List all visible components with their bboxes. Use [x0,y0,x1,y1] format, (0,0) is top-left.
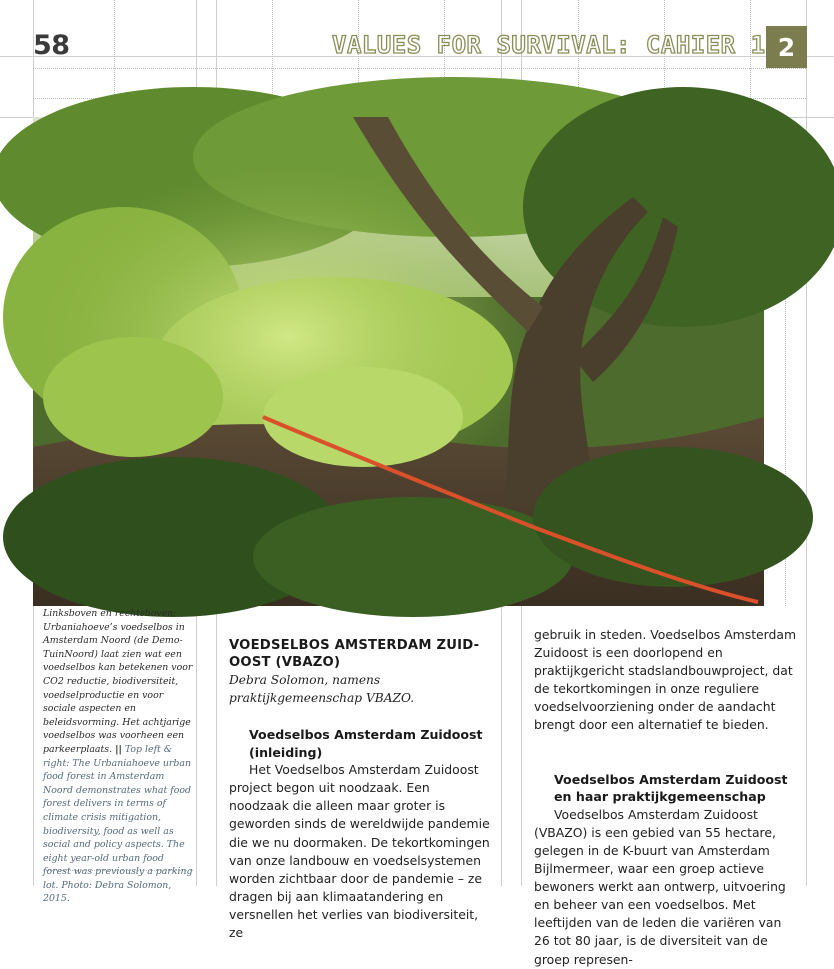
food-forest-photo [33,117,764,606]
dotted-guide [33,68,806,69]
body-paragraph: Het Voedselbos Amsterdam Zuidoost project begon uit noodzaak. Een noodzaak die alleen maar groter is geworden sinds de wereldwijde pandemie die we nu doormaken. De tekortkomingen van onze landbouw en voedselsystemen worden zichtbaar door de pandemie – ze dragen bij aan klimaatandering en versnellen het verlies van biodiversiteit, ze [229,762,490,941]
article-column-right [534,626,800,969]
caption-dutch: Linksboven en rechtsboven: Urbaniahoeve’s voedselbos in Amsterdam Noord (de Demo-TuinNoord) laat zien wat een voedselbos kan betekenen voor CO2 reductie, biodiversiteit, voedselproductie en voor sociale aspecten en beleidsvorming. Het achtjarige voedselbos was voorheen een parkeerplaats. [43,608,193,755]
chapter-number: 2 [777,32,796,62]
caption-english: Top left & right: The Urbaniahoeve urban food forest in Amsterdam Noord demonstrates what food forest delivers in terms of climate crisis mitigation, biodiversity, food as well as social and policy aspects. The eight year-old urban food forest was previously a parking lot. Photo: Debra Solomon, 2015. [43,743,193,905]
body-paragraph: Voedselbos Amsterdam Zuidoost (VBAZO) is een gebied van 55 hectare, gelegen in de K-buurt van Amsterdam Bijlmermeer, waar een groep actieve bewoners werkt aan ontwerp, uitvoering en beheer van een voedselbos. Met leeftijden van de leden die variëren van 26 tot 80 jaar, is de diversiteit van de groep represen- [534,806,786,967]
section-heading: Voedselbos Amsterdam Zuidoost (inleiding) [249,727,483,760]
body-paragraph-continuation: gebruik in steden. Voedselbos Amsterdam Zuidoost is een doorlopend en praktijkgericht stadslandbouwproject, dat de tekortkomingen in onze reguliere voedselvoorziening onder de aandacht brengt door een alternatief te bieden. [534,627,797,733]
article-column-middle [229,637,491,942]
page-number: 58 [33,30,70,61]
article-title: VOEDSELBOS AMSTERDAM ZUID-OOST (VBAZO) [229,638,480,670]
caption-separator: || [115,743,122,755]
photo-caption [43,607,193,906]
photo-illustration [33,117,764,606]
chapter-badge [766,26,807,68]
running-title: VALUES FOR SURVIVAL: CAHIER 1 [332,31,766,59]
article-byline: Debra Solomon, namens praktijkgemeenschap VBAZO. [229,673,415,705]
section-heading: Voedselbos Amsterdam Zuidoost en haar praktijkgemeenschap [554,771,788,805]
